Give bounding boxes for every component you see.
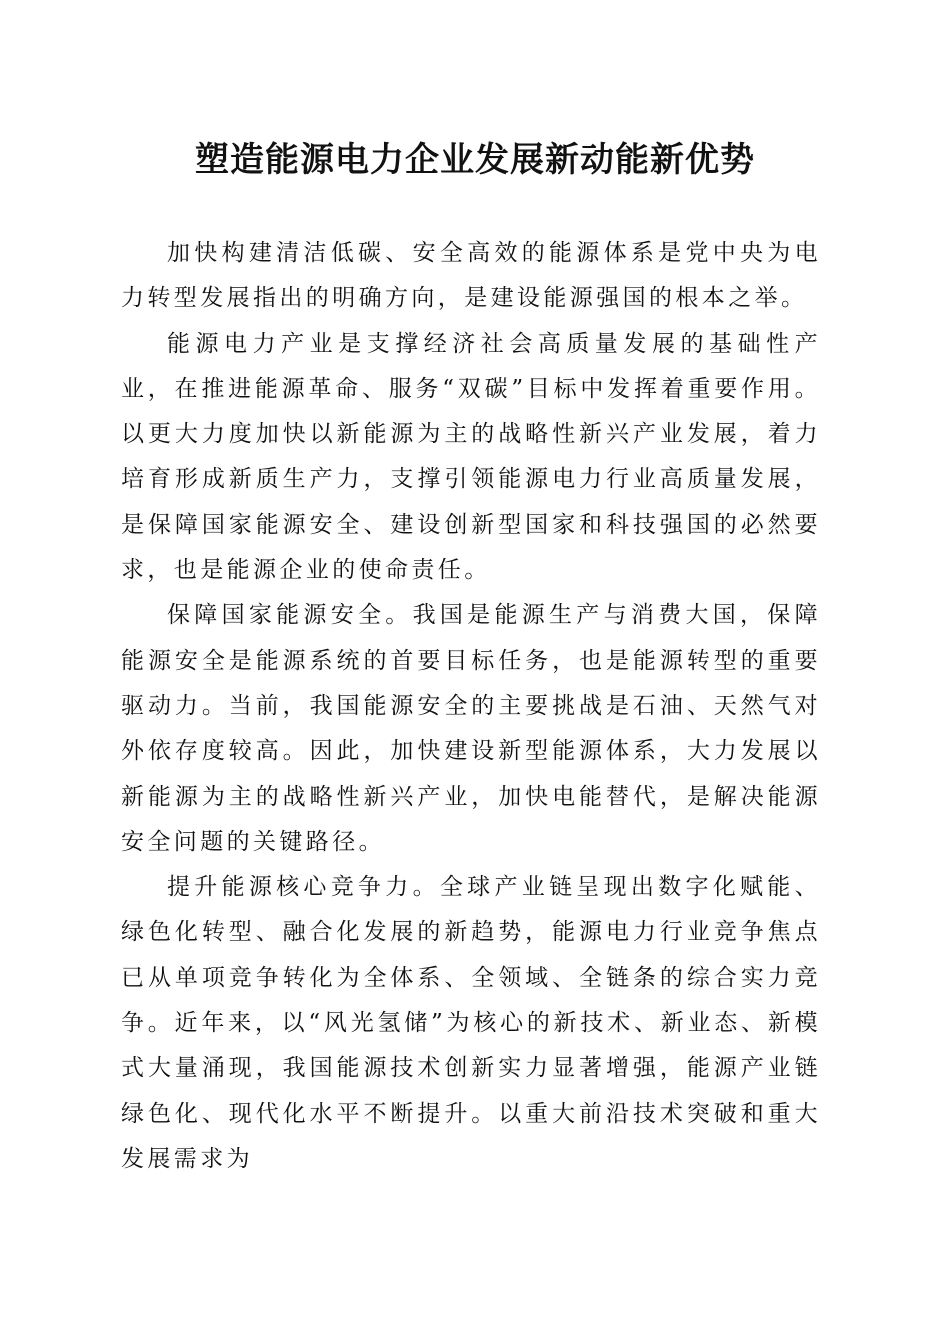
- paragraph-2: 能源电力产业是支撑经济社会高质量发展的基础性产业，在推进能源革命、服务“双碳”目标中发挥着重要作用。以更大力度加快以新能源为主的战略性新兴产业发展，着力培育形成新质生产力，支撑引领能源电力行业高质量发展，是保障国家能源安全、建设创新型国家和科技强国的必然要求，也是能源企业的使命责任。: [121, 330, 821, 584]
- paragraph-1: 加快构建清洁低碳、安全高效的能源体系是党中央为电力转型发展指出的明确方向，是建设能源强国的根本之举。: [121, 240, 821, 312]
- paragraph-4: 提升能源核心竞争力。全球产业链呈现出数字化赋能、绿色化转型、融合化发展的新趋势，能源电力行业竞争焦点已从单项竞争转化为全体系、全领域、全链条的综合实力竞争。近年来，以“风光氢储”为核心的新技术、新业态、新模式大量涌现，我国能源技术创新实力显著增强，能源产业链绿色化、现代化水平不断提升。以重大前沿技术突破和重大发展需求为: [121, 874, 821, 1172]
- document-body: [121, 231, 821, 1182]
- paragraph-3: 保障国家能源安全。我国是能源生产与消费大国，保障能源安全是能源系统的首要目标任务，也是能源转型的重要驱动力。当前，我国能源安全的主要挑战是石油、天然气对外依存度较高。因此，加快建设新型能源体系，大力发展以新能源为主的战略性新兴产业，加快电能替代，是解决能源安全问题的关键路径。: [121, 602, 821, 855]
- document-title: 塑造能源电力企业发展新动能新优势: [195, 140, 755, 180]
